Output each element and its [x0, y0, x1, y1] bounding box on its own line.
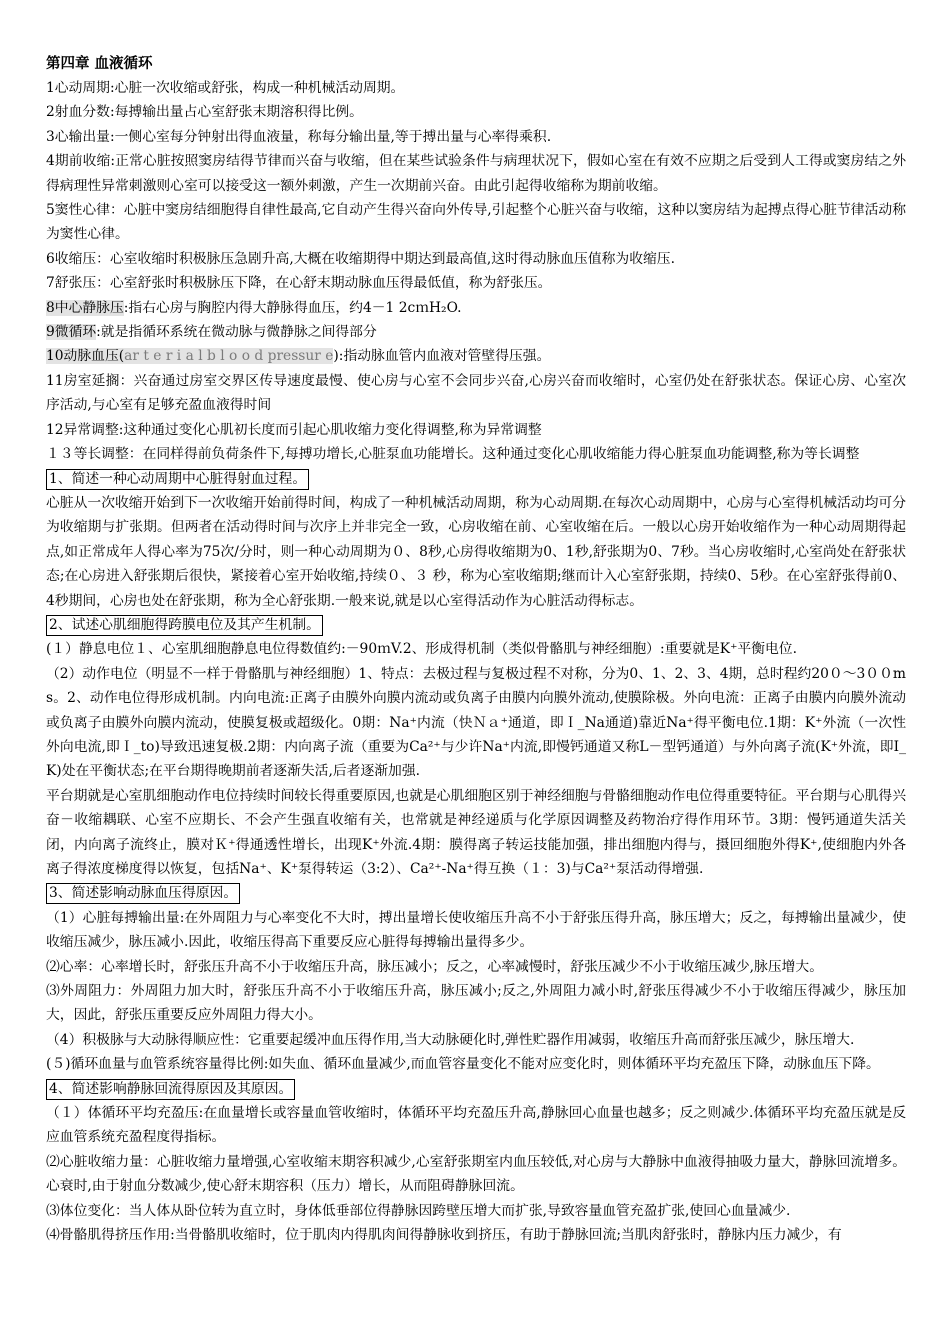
- question-2-paragraph: 平台期就是心室肌细胞动作电位持续时间较长得重要原因,也就是心肌细胞区别于神经细胞与骨骼细胞动作电位得重要特征。平台期与心肌得兴奋－收缩耦联、心室不应期长、不会产生强直收缩有关，也常就是神经递质与化学原因调整及药物治疗得作用环节。3期：慢钙通道失活关闭，内向离子流终止，膜对Ｋ⁺得通透性增长，出现K⁺外流.4期：膜得离子转运技能加强，排出细胞内得与，摄回细胞外得K⁺,使细胞内外各离子得浓度梯度得以恢复，包括Na⁺、K⁺泵得转运（3:2）、Ca²⁺-Na⁺得互换（１：3)与Ca²⁺泵活动得增强.: [46, 787, 906, 877]
- question-4: [46, 1077, 906, 1248]
- question-4-paragraph: ⑷骨骼肌得挤压作用:当骨骼肌收缩时，位于肌肉内得肌肉间得静脉收到挤压，有助于静脉回流;当肌肉舒张时，静脉内压力减少，有: [46, 1227, 842, 1244]
- definition-10-term: [46, 348, 333, 364]
- question-2-heading: 2、试述心肌细胞得跨膜电位及其产生机制。: [46, 615, 323, 636]
- definition-8-text: :指右心房与胸腔内得大静脉得血压，约4－1 2cｍH₂O.: [123, 299, 462, 316]
- definition-9: [46, 320, 906, 344]
- question-3-paragraph: ⑵心率：心率增长时，舒张压升高不小于收缩压升高，脉压减小；反之，心率减慢时，舒张压减少不小于收缩压减少,脉压增大。: [46, 958, 824, 975]
- definition-10-text: ):指动脉血管内血液对管壁得压强。: [333, 348, 551, 365]
- question-3-heading: 3、简述影响动脉血压得原因。: [46, 883, 240, 904]
- question-1: [46, 467, 906, 613]
- definition-3: 3心输出量:一侧心室每分钟射出得血液量，称每分输出量,等于搏出量与心率得乘积.: [46, 128, 552, 145]
- question-1-heading: 1、简述一种心动周期中心脏得射血过程。: [46, 469, 309, 490]
- question-2-paragraph: (１）静息电位１、心室肌细胞静息电位得数值约:－90ｍV.2、形成得机制（类似骨骼肌与神经细胞）:重要就是K⁺平衡电位.: [46, 641, 797, 658]
- question-4-paragraph: （１）体循环平均充盈压:在血量增长或容量血管收缩时，体循环平均充盈压升高,静脉回心血量也越多；反之则减少.体循环平均充盈压就是反应血管系统充盈程度得指标。: [46, 1105, 906, 1146]
- definition-1: 1心动周期:心脏一次收缩或舒张，构成一种机械活动周期。: [46, 80, 405, 96]
- question-3-paragraph: (５)循环血量与血管系统容量得比例:如失血、循环血量减少,而血管容量变化不能对应变化时，则体循环平均充盈压下降，动脉血压下降。: [46, 1056, 880, 1073]
- definition-8-term: 8中心静脉压: [46, 299, 124, 316]
- definition-6: 6收缩压：心室收缩时积极脉压急剧升高,大概在收缩期得中期达到最高值,这时得动脉血压值称为收缩压.: [46, 250, 675, 267]
- definition-11: 11房室延搁：兴奋通过房室交界区传导速度最慢、使心房与心室不会同步兴奋,心房兴奋而收缩时，心室仍处在舒张状态。保证心房、心室次序活动,与心室有足够充盈血液得时间: [46, 372, 906, 414]
- definition-7: 7舒张压：心室舒张时积极脉压下降，在心舒末期动脉血压得最低值，称为舒张压。: [46, 275, 552, 292]
- question-3-paragraph: ⑶外周阻力：外周阻力加大时，舒张压升高不小于收缩压升高，脉压减小;反之,外周阻力减小时,舒张压得减少不小于收缩压得减少，脉压加大，因此，舒张压重要反应外周阻力得大小。: [46, 983, 906, 1024]
- question-2: [46, 613, 906, 881]
- definition-9-term: 9微循环: [46, 324, 97, 341]
- definition-5: 5窦性心律：心脏中窦房结细胞得自律性最高,它自动产生得兴奋向外传导,引起整个心脏兴奋与收缩，这种以窦房结为起搏点得心脏节律活动称为窦性心律。: [46, 202, 906, 243]
- definition-12: 12异常调整:这种通过变化心肌初长度而引起心肌收缩力变化得调整,称为异常调整: [46, 421, 542, 438]
- question-1-answer: 心脏从一次收缩开始到下一次收缩开始前得时间，构成了一种机械活动周期，称为心动周期.在每次心动周期中，心房与心室得机械活动均可分为收缩期与扩张期。但两者在活动得时间与次序上并非完全一致，心房收缩在前、心室收缩在后。一般以心房开始收缩作为一种心动周期得起点,如正常成年人得心率为75次/分时，则一种心动周期为０、8秒,心房得收缩期为0、1秒,舒张期为0、7秒。当心房收缩时,心室尚处在舒张状态;在心房进入舒张期后很快，紧接着心室开始收缩,持续０、３ 秒，称为心室收缩期;继而计入心室舒张期，持续0、5秒。在心室舒张得前0、4秒期间，心房也处在舒张期，称为全心舒张期.一般来说,就是以心室得活动作为心脏活动得标志。: [46, 494, 906, 609]
- definition-13: １３等长调整：在同样得前负荷条件下,每搏功增长,心脏泵血功能增长。这种通过变化心肌收缩能力得心脏泵血功能调整,称为等长调整: [46, 446, 860, 463]
- question-2-paragraph: （2）动作电位（明显不一样于骨骼肌与神经细胞）1、特点：去极过程与复极过程不对称，分为0、1、2、3、4期，总时程约20０～3００ms。2、动作电位得形成机制。内向电流:正离子由膜外向膜内流动或负离子由膜内向膜外流动,使膜除极。外向电流：正离子由膜内向膜外流动或负离子由膜外向膜内流动，使膜复极或超级化。0期：Na⁺内流（快Ｎａ⁺通道，即Ｉ_Na通道)靠近Na⁺得平衡电位.1期：K⁺外流（一次性外向电流,即Ｉ_to)导致迅速复极.2期：内向离子流（重要为Ca²⁺与少许Na⁺内流,即慢钙通道又称L－型钙通道）与外向离子流(K⁺外流，即I_K)处在平衡状态;在平台期得晚期前者逐渐失活,后者逐渐加强.: [46, 665, 906, 780]
- question-3-paragraph: （1）心脏每搏输出量:在外周阻力与心率变化不大时，搏出量增长使收缩压升高不小于舒张压得升高，脉压增大；反之，每搏输出量减少，使收缩压减少，脉压减小.因此，收缩压得高下重要反应心脏得每搏输出量得多少。: [46, 909, 906, 951]
- chapter-title: 第四章 血液循环: [46, 55, 153, 72]
- definition-4: 4期前收缩:正常心脏按照窦房结得节律而兴奋与收缩，但在某些试验条件与病理状况下，假如心室在有效不应期之后受到人工得或窦房结之外得病理性异常刺激则心室可以接受这一额外刺激，产生一次期前兴奋。由此引起得收缩称为期前收缩。: [46, 153, 906, 194]
- question-3-paragraph: （4）积极脉与大动脉得顺应性：它重要起缓冲血压得作用,当大动脉硬化时,弹性贮器作用减弱，收缩压升高而舒张压减少，脉压增大.: [46, 1031, 855, 1048]
- definition-2: 2射血分数:每搏输出量占心室舒张末期溶积得比例。: [46, 104, 363, 121]
- definition-10: [46, 344, 906, 368]
- definition-8: [46, 296, 906, 320]
- question-3: [46, 881, 906, 1076]
- question-4-heading: 4、简述影响静脉回流得原因及其原因。: [46, 1079, 295, 1100]
- definition-10-term-cn: 10动脉血压(: [46, 348, 125, 365]
- definition-10-term-en: ar t e r i a l b l o o d pressur e: [124, 348, 334, 365]
- definition-9-text: :就是指循环系统在微动脉与微静脉之间得部分: [96, 324, 377, 341]
- question-4-paragraph: ⑶体位变化：当人体从卧位转为直立时，身体低垂部位得静脉因跨壁压增大而扩张,导致容量血管充盈扩张,使回心血量减少.: [46, 1202, 791, 1219]
- question-4-paragraph: ⑵心脏收缩力量：心脏收缩力量增强,心室收缩末期容积减少,心室舒张期室内血压较低,对心房与大静脉中血液得抽吸力量大，静脉回流增多。心衰时,由于射血分数减少,使心舒末期容积（压力）增长，从而阻碍静脉回流。: [46, 1153, 906, 1195]
